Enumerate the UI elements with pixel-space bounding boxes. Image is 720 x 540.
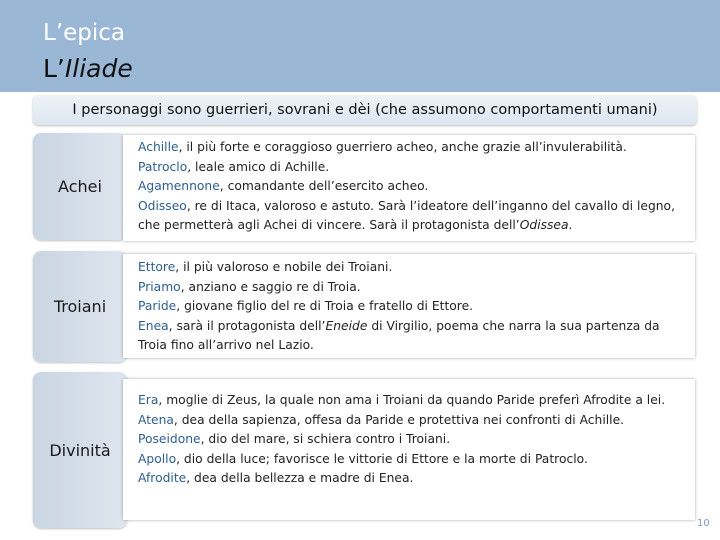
character-line: [138, 411, 685, 431]
description-end: .: [568, 218, 573, 232]
character-name: Apollo: [138, 451, 177, 466]
description-box-divinita: [123, 379, 695, 520]
character-description: , dio della luce; favorisce le vittorie di Ettore e la morte di Patroclo.: [176, 451, 588, 466]
description-end: di Virgilio, poema che narra la sua partenza da Troia fino all’arrivo nel Lazio.: [138, 318, 660, 352]
character-description: , dea della sapienza, offesa da Paride e protettiva nei confronti di Achille.: [173, 412, 625, 427]
description-box-troiani: [123, 254, 695, 358]
character-name: Era: [138, 393, 159, 407]
character-line: [138, 278, 685, 298]
character-name: Patroclo: [138, 159, 188, 174]
character-line: [138, 317, 685, 356]
character-name: Enea: [138, 318, 169, 333]
character-description: , sarà il protagonista dell’: [168, 318, 326, 333]
category-label-achei: Achei: [33, 133, 127, 240]
character-description: , leale amico di Achille.: [187, 159, 330, 174]
character-line: [138, 430, 685, 450]
page-number: 10: [697, 518, 710, 529]
character-line: [138, 258, 685, 278]
character-line: [138, 138, 685, 158]
character-description: , dio del mare, si schiera contro i Troiani.: [200, 432, 451, 446]
character-line: [138, 391, 685, 411]
slide-subtitle: [43, 54, 133, 83]
character-name: Ettore: [138, 260, 176, 274]
character-line: [138, 177, 685, 197]
category-label-troiani: Troiani: [33, 251, 127, 362]
topic-banner: I personaggi sono guerrieri, sovrani e dèi (che assumono comportamenti umani): [33, 95, 697, 125]
character-description: , il più valoroso e nobile dei Troiani.: [175, 260, 393, 274]
category-label-divinita: Divinità: [33, 372, 127, 528]
character-name: Achille: [138, 140, 179, 154]
character-line: [138, 197, 685, 236]
character-description: , moglie di Zeus, la quale non ama i Troiani da quando Paride preferì Afrodite a lei.: [158, 393, 666, 407]
character-name: Priamo: [138, 279, 181, 294]
subtitle-italic: Iliade: [64, 54, 133, 83]
character-description: , comandante dell’esercito acheo.: [219, 179, 429, 193]
work-title: Odissea: [519, 218, 569, 232]
character-name: Agamennone: [138, 179, 220, 193]
character-line: [138, 450, 685, 470]
character-name: Poseidone: [138, 432, 201, 446]
character-description: , dea della bellezza e madre di Enea.: [186, 471, 414, 485]
character-name: Atena: [138, 412, 174, 427]
character-line: [138, 469, 685, 489]
slide-header: [0, 0, 720, 92]
slide-title: L’epica: [43, 20, 126, 46]
character-description: , giovane figlio del re di Troia e fratello di Ettore.: [176, 299, 474, 313]
subtitle-prefix: L’: [43, 54, 65, 83]
character-name: Afrodite: [138, 471, 187, 485]
character-name: Odisseo: [138, 198, 187, 213]
work-title: Eneide: [325, 318, 368, 333]
character-line: [138, 158, 685, 178]
description-box-achei: [123, 135, 695, 241]
character-name: Paride: [138, 299, 177, 313]
character-line: [138, 297, 685, 317]
character-description: , il più forte e coraggioso guerriero acheo, anche grazie all’invulerabilità.: [178, 140, 627, 154]
character-description: , re di Itaca, valoroso e astuto. Sarà l’ideatore dell’inganno del cavallo di legno, che permetterà agli Achei di vincere. Sarà il protagonista dell’: [138, 198, 675, 232]
character-description: , anziano e saggio re di Troia.: [180, 279, 361, 294]
